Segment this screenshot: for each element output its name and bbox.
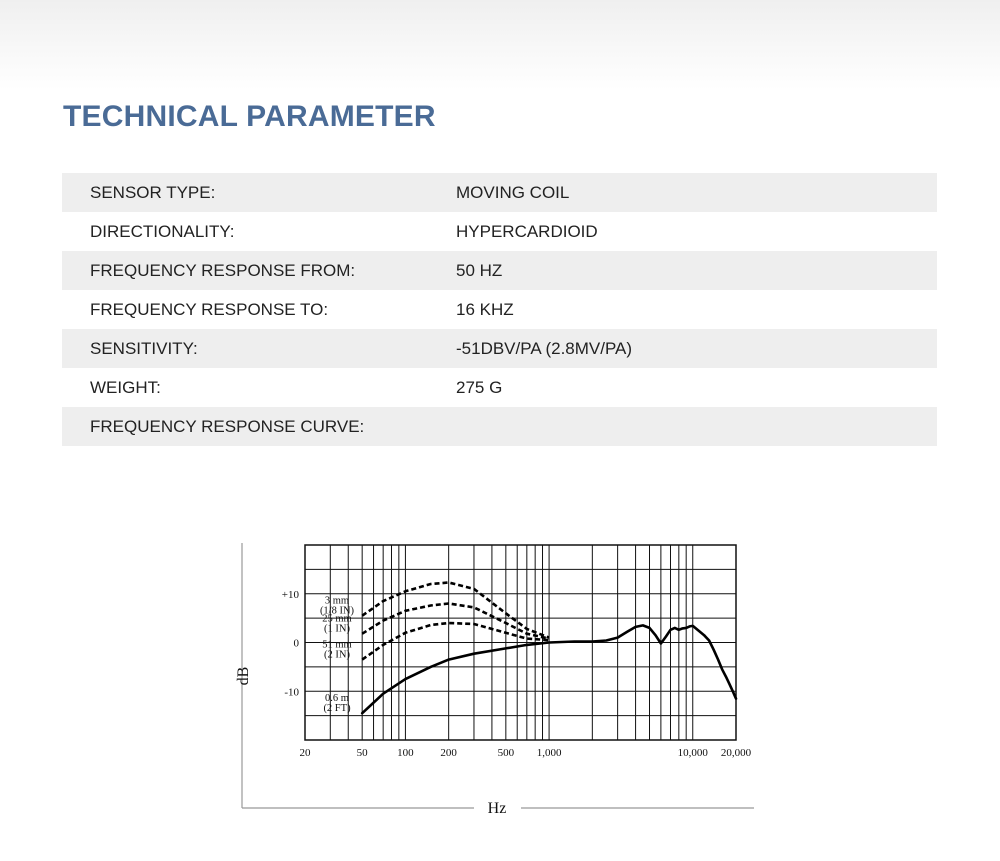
spec-label: DIRECTIONALITY: — [90, 221, 235, 241]
series-line-2 — [362, 604, 549, 639]
curve-annotation: 0.6 m (2 FT) — [323, 693, 351, 715]
curve-annotation: 25 mm (1 IN) — [322, 613, 352, 635]
x-tick-label: 200 — [440, 747, 457, 759]
spec-label: FREQUENCY RESPONSE TO: — [90, 299, 329, 319]
x-tick-label: 20 — [299, 747, 311, 759]
curve-annotation: 3 mm (1/8 IN) — [319, 595, 355, 617]
spec-value: -51DBV/PA (2.8MV/PA) — [456, 338, 633, 358]
chart-grid — [305, 545, 736, 740]
chart-axis-frame — [242, 543, 754, 808]
spec-value: 16 KHZ — [456, 299, 514, 319]
spec-label: FREQUENCY RESPONSE CURVE: — [90, 416, 365, 436]
spec-label: SENSOR TYPE: — [90, 182, 216, 202]
x-tick-label: 500 — [497, 747, 515, 759]
x-tick-label: 10,000 — [677, 747, 708, 759]
y-tick-label: 0 — [293, 637, 299, 650]
x-axis-title: Hz — [487, 800, 507, 817]
spec-label: SENSITIVITY: — [90, 338, 198, 358]
y-tick-label: -10 — [284, 686, 299, 699]
spec-value: HYPERCARDIOID — [456, 221, 598, 241]
x-tick-labels — [300, 747, 752, 759]
spec-value: MOVING COIL — [456, 182, 570, 202]
series-line-3 — [362, 623, 549, 660]
y-axis-title: dB — [235, 666, 252, 686]
spec-value: 275 G — [456, 377, 503, 397]
x-tick-label: 1,000 — [536, 747, 562, 759]
y-tick-labels — [282, 589, 300, 699]
page-title: TECHNICAL PARAMETER — [63, 100, 436, 133]
y-tick-label: +10 — [281, 588, 299, 601]
chart-annotations — [320, 596, 355, 715]
spec-value: 50 HZ — [456, 260, 503, 280]
spec-label: WEIGHT: — [90, 377, 161, 397]
x-tick-label: 50 — [356, 747, 368, 759]
x-tick-label: 100 — [397, 747, 414, 759]
spec-label: FREQUENCY RESPONSE FROM: — [90, 260, 356, 280]
curve-annotation: 51 mm (2 IN) — [322, 639, 352, 661]
x-tick-label: 20,000 — [720, 747, 752, 759]
